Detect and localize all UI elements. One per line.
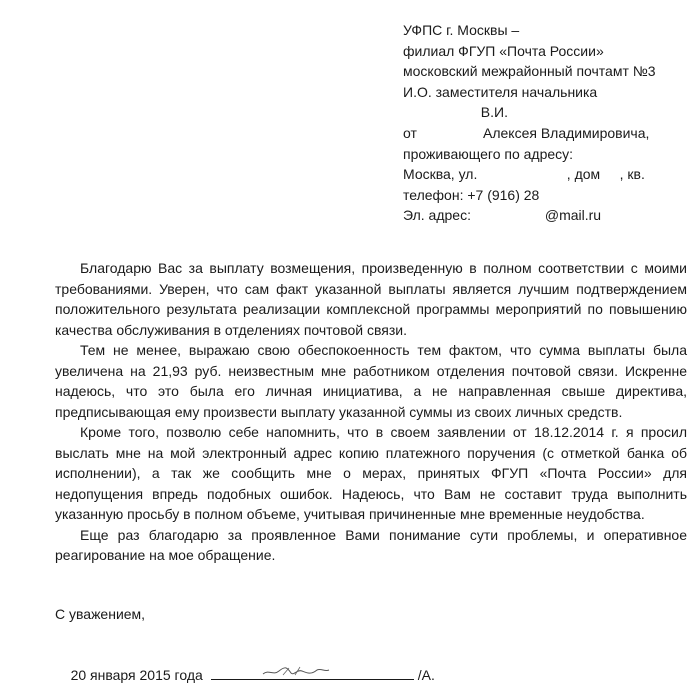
header-line: телефон: +7 (916) 28 <box>403 186 540 203</box>
header-line: УФПС г. Москвы – <box>403 22 520 38</box>
letter-header <box>403 20 693 226</box>
letter-body <box>55 258 687 566</box>
signature-line <box>211 665 414 680</box>
header-line: Москва, ул. , дом , кв. <box>403 166 645 183</box>
body-paragraph: Тем не менее, выражаю свою обеспокоенность тем фактом, что сумма выплаты была увеличена на 21,93 руб. неизвестным мне работником отделения почтовой связи. Искренне надеюсь, что это была его личная инициатива, а не направленная свыше директива, предписывающая ему произвести выплату указанной суммы из своих личных средств. <box>55 342 687 420</box>
handwritten-signature <box>261 663 331 679</box>
header-line: проживающего по адресу: <box>403 145 574 162</box>
body-paragraph: Еще раз благодарю за проявленное Вами понимание сути проблемы, и оперативное реагирование на мое обращение. <box>55 526 687 563</box>
date-signature-line <box>55 649 435 699</box>
header-line: от Алексея Владимировича, <box>403 124 650 141</box>
body-paragraph: Благодарю Вас за выплату возмещения, произведенную в полном соответствии с моими требованиями. Уверен, что сам факт указанной выплаты является лучшим подтверждением положительного результата реализации комплексной программы мероприятий по повышению качества обслуживания в отделениях почтовой связи. <box>55 260 687 338</box>
header-line: филиал ФГУП «Почта России» <box>403 42 604 59</box>
letter-date: 20 января 2015 года <box>70 667 203 683</box>
closing-regards: С уважением, <box>55 606 146 622</box>
body-paragraph: Кроме того, позволю себе напомнить, что в своем заявлении от 18.12.2014 г. я просил выслать мне на мой электронный адрес копию платежного поручения (с отметкой банка об исполнении), а так же сообщить мне о мерах, принятых ФГУП «Почта России» для недопущения впредь подобных ошибок. Надеюсь, что Вам не составит труда выполнить указанную просьбу в полном объеме, учитывая причиненные мне временные неудобства. <box>55 424 687 522</box>
header-line: И.О. заместителя начальника <box>403 83 598 100</box>
header-line: московский межрайонный почтамт №3 <box>403 63 656 80</box>
header-line: Эл. адрес: @mail.ru <box>403 207 602 224</box>
header-line: В.И. <box>403 104 508 121</box>
signature-suffix: /А. <box>417 667 435 683</box>
